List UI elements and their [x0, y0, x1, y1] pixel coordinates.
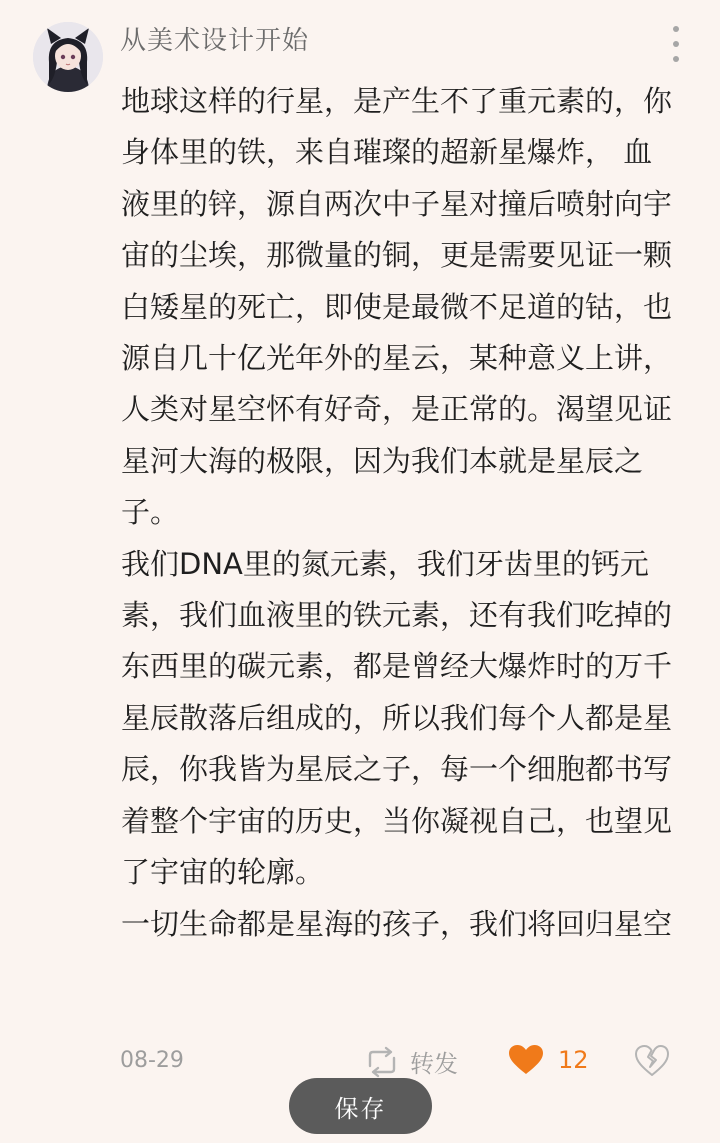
post-date: 08-29	[120, 1048, 184, 1073]
like-button[interactable]	[508, 1044, 589, 1076]
post-paragraph: 地球这样的行星，是产生不了重元素的，你身体里的铁，来自璀璨的超新星爆炸， 血液里的锌，源自两次中子星对撞后喷射向宇宙的尘埃，那微量的铜，更是需要见证一颗白矮星的死亡，即使是最微不足道的钴，也源自几十亿光年外的星云，某种意义上讲，人类对星空怀有好奇，是正常的。渴望见证星河大海的极限，因为我们本就是星辰之子。	[121, 84, 673, 530]
heart-icon	[508, 1044, 544, 1076]
avatar-image	[33, 22, 103, 92]
save-button[interactable]: 保存	[289, 1078, 432, 1134]
broken-heart-icon	[634, 1044, 670, 1078]
repost-icon	[362, 1046, 402, 1078]
like-count: 12	[558, 1046, 589, 1074]
post-paragraph: 我们DNA里的氮元素，我们牙齿里的钙元素，我们血液里的铁元素，还有我们吃掉的东西里的碳元素，都是曾经大爆炸时的万千星辰散落后组成的，所以我们每个人都是星辰，你我皆为星辰之子，每一个细胞都书写着整个宇宙的历史，当你凝视自己，也望见了宇宙的轮廓。	[121, 546, 673, 890]
avatar[interactable]	[33, 22, 103, 92]
author-name[interactable]: 从美术设计开始	[120, 26, 310, 56]
repost-button[interactable]	[362, 1044, 458, 1079]
post-content	[121, 76, 681, 950]
more-options-button[interactable]	[664, 26, 688, 62]
repost-label: 转发	[410, 1050, 458, 1078]
dislike-button[interactable]	[634, 1044, 670, 1082]
more-vertical-icon	[673, 26, 679, 32]
post-paragraph: 一切生命都是星海的孩子，我们将回归星空	[121, 906, 673, 941]
